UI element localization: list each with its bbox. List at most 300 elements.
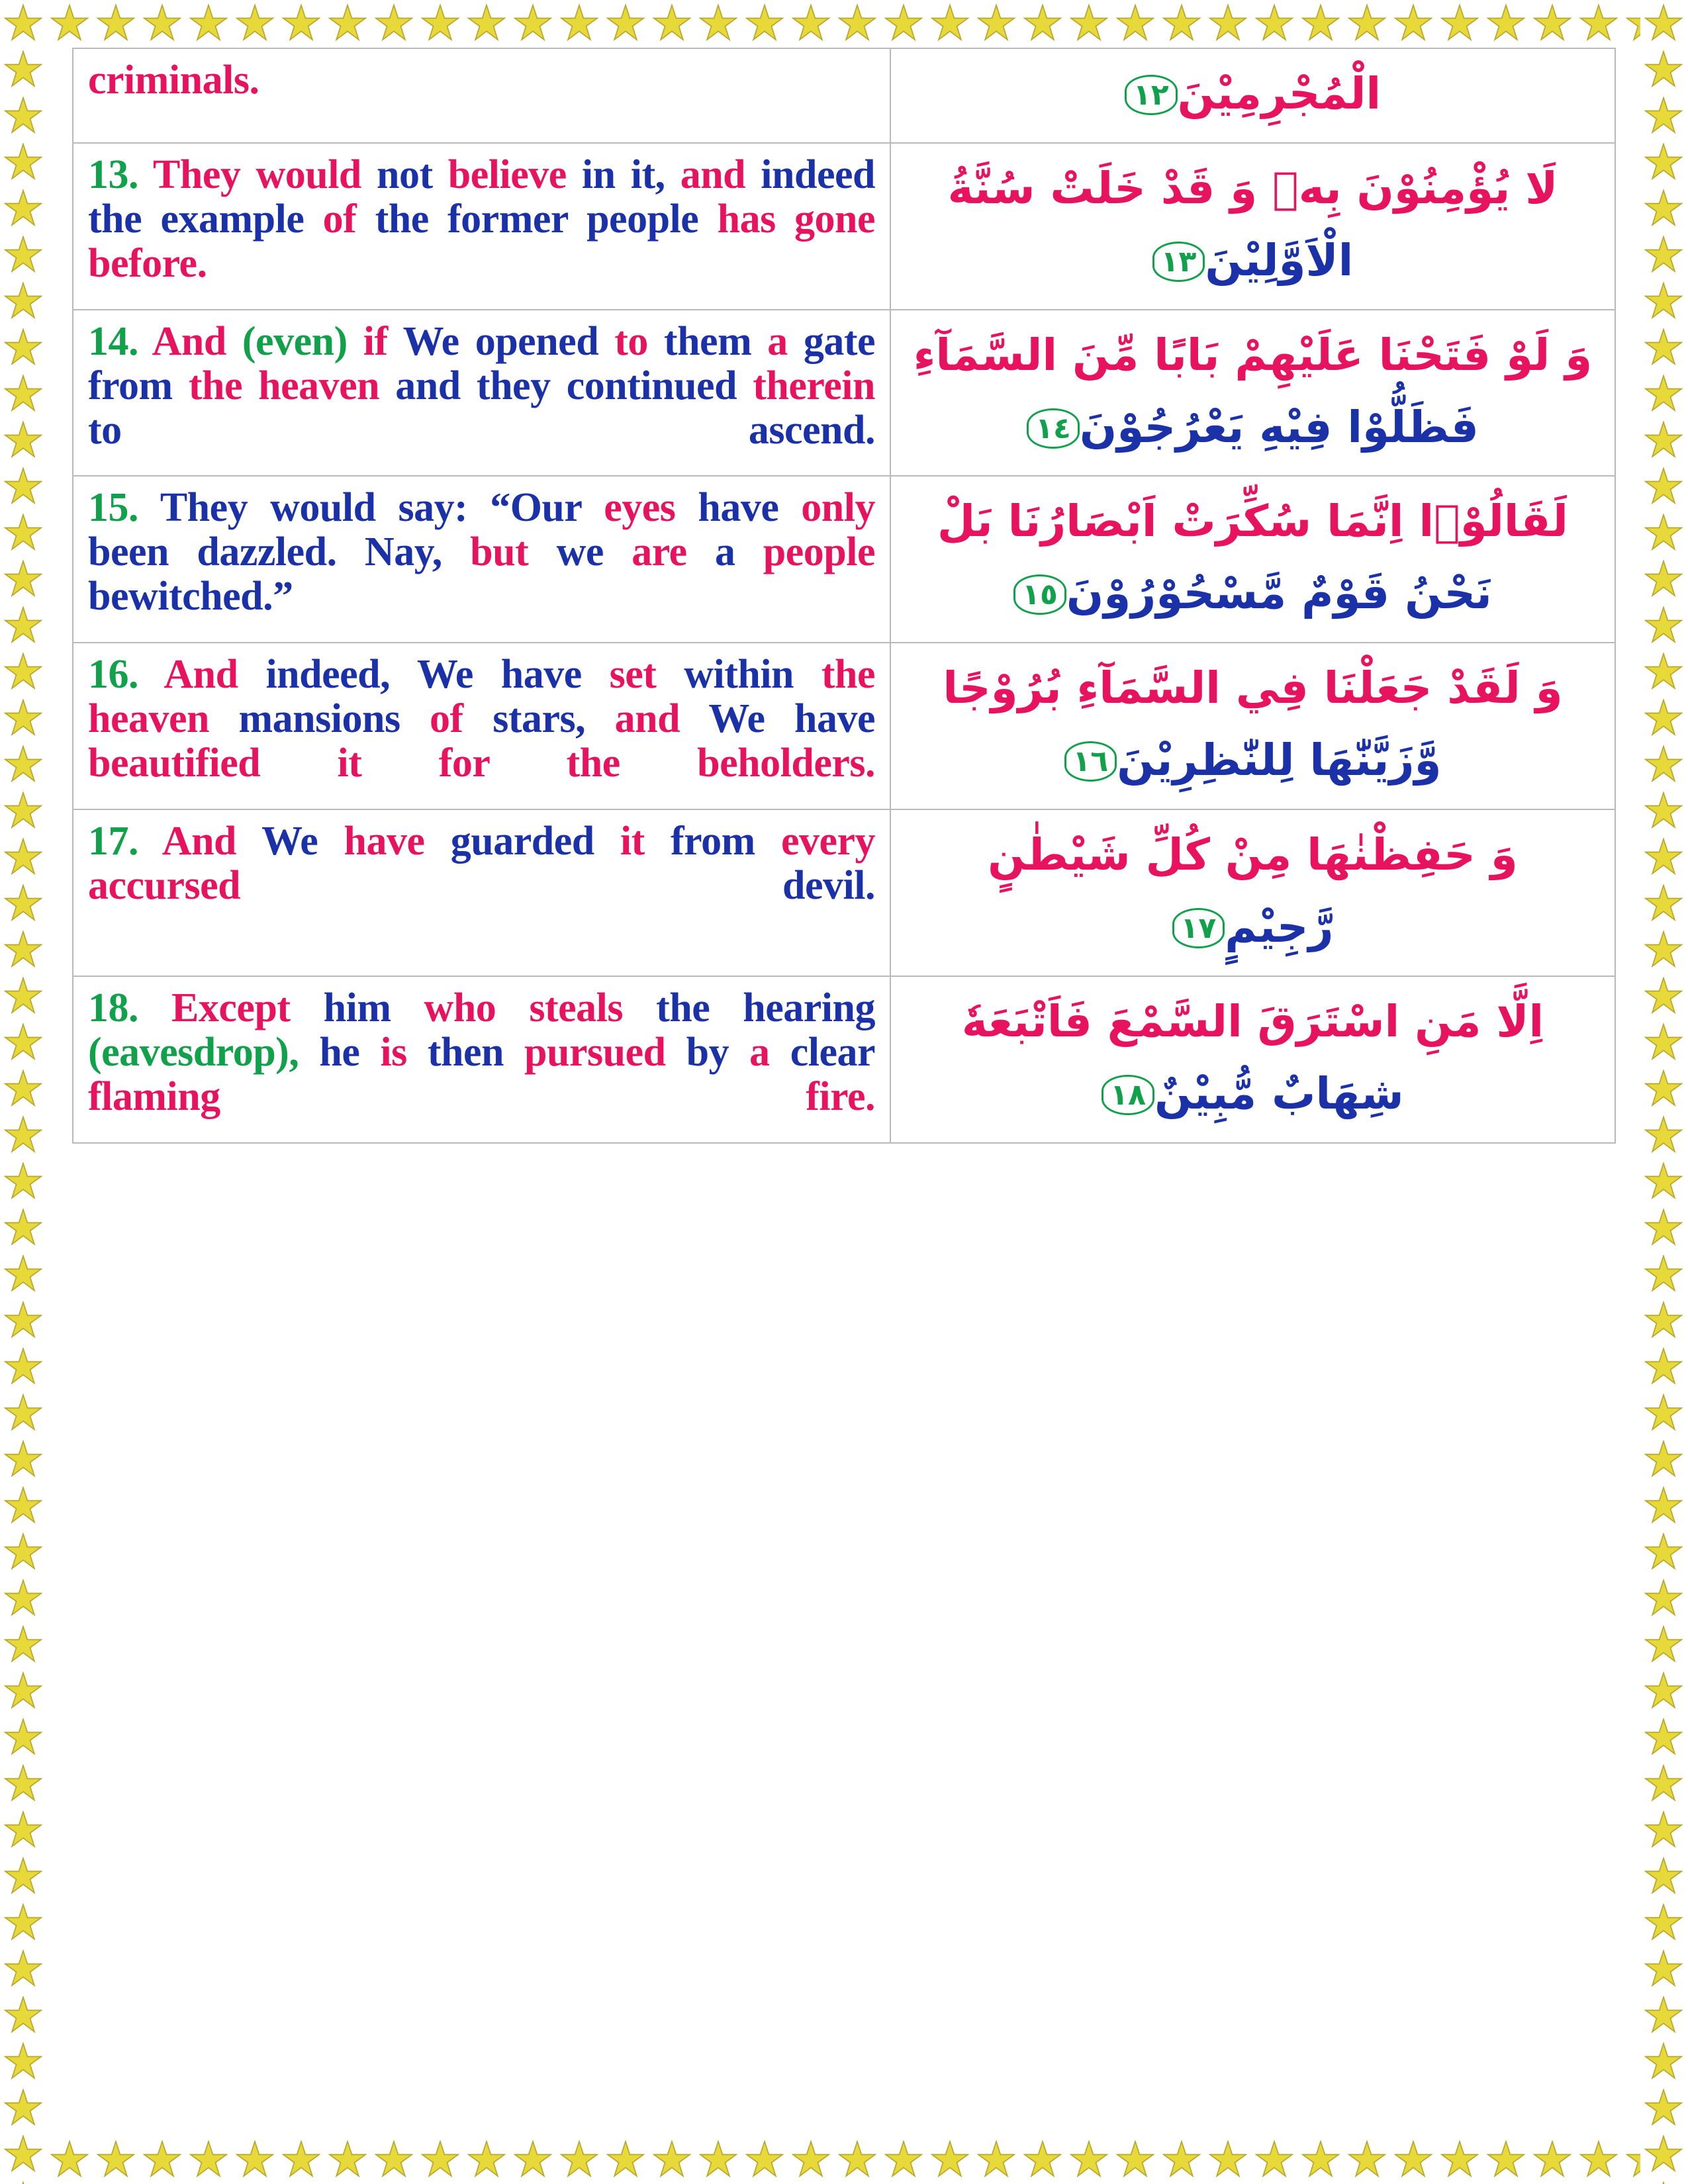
verse-row (73, 643, 1615, 809)
translation-segment: flaming fire. (88, 1073, 875, 1119)
star-icon (375, 4, 413, 42)
star-icon (4, 514, 42, 552)
translation-segment: set (581, 652, 684, 698)
star-icon (1644, 1208, 1683, 1247)
star-icon (4, 745, 42, 784)
translation-segment: and (680, 152, 746, 197)
translation-segment: a (749, 1029, 770, 1075)
star-icon (931, 2140, 969, 2179)
star-icon (792, 2140, 830, 2179)
star-icon (1644, 514, 1683, 552)
star-icon (4, 1950, 42, 1988)
translation-segment: And (138, 318, 242, 364)
arabic-line (906, 486, 1600, 558)
border-stars-left (0, 0, 48, 2184)
star-icon (4, 838, 42, 876)
arabic-line (906, 320, 1600, 392)
star-icon (653, 4, 691, 42)
arabic-text: وَ حَفِظْنٰهَا مِنْ كُلِّ شَيْطٰنٍ (988, 829, 1518, 881)
star-icon (4, 143, 42, 181)
star-icon (1644, 1347, 1683, 1386)
star-icon (1644, 4, 1683, 42)
star-icon (4, 1069, 42, 1108)
translation-segment: has gone before. (88, 196, 875, 286)
star-icon (4, 2042, 42, 2081)
star-icon (1644, 1811, 1683, 1849)
star-icon (1394, 2140, 1432, 2179)
star-icon (4, 1023, 42, 1062)
star-icon (1644, 1440, 1683, 1479)
star-icon (1255, 4, 1293, 42)
translation-segment: believe (432, 152, 582, 197)
arabic-text: وَّزَيَّنّٰهَا لِلنّٰظِرِيْنَ (1117, 735, 1442, 786)
star-icon (4, 2181, 42, 2184)
star-icon (745, 4, 784, 42)
star-icon (328, 4, 367, 42)
star-icon (884, 2140, 923, 2179)
star-icon (50, 4, 89, 42)
ayah-number-marker: ١٧ (1172, 908, 1225, 948)
star-icon (4, 1533, 42, 1571)
star-icon (977, 2140, 1015, 2179)
star-icon (4, 1903, 42, 1942)
star-icon (792, 4, 830, 42)
star-icon (1644, 328, 1683, 367)
translation-segment: it (594, 819, 671, 864)
star-icon (1644, 2042, 1683, 2081)
star-icon (1644, 1394, 1683, 1432)
star-icon (1644, 699, 1683, 737)
translation-segment: are (603, 529, 715, 575)
star-icon (1644, 1023, 1683, 1062)
star-icon (1644, 282, 1683, 320)
star-icon (1209, 2140, 1247, 2179)
arabic-text: الْمُجْرِمِيْنَ (1177, 68, 1382, 119)
star-icon (1644, 977, 1683, 1015)
translation-segment: the heaven (88, 652, 875, 742)
arabic-text: فَظَلُّوْا فِيْهِ يَعْرُجُوْنَ (1079, 401, 1479, 453)
arabic-line (906, 891, 1600, 964)
star-icon (1644, 1255, 1683, 1293)
star-icon (1209, 4, 1247, 42)
translation-segment: stars, (492, 696, 586, 742)
translation-segment: eyes (604, 485, 676, 531)
verse-translation-13 (73, 143, 890, 310)
translation-segment: therein (737, 363, 875, 408)
translation-segment: the former people (375, 196, 699, 242)
verse-arabic-15 (890, 476, 1615, 643)
star-icon (1644, 189, 1683, 228)
star-icon (1644, 792, 1683, 830)
star-icon (606, 4, 645, 42)
translation-segment: by (665, 1029, 750, 1075)
star-icon (1644, 2089, 1683, 2127)
star-icon (4, 97, 42, 135)
verse-row (73, 976, 1615, 1143)
verse-arabic-17 (890, 809, 1615, 976)
star-icon (1348, 4, 1386, 42)
verse-translation-14 (73, 310, 890, 477)
translation-segment: the heaven (188, 363, 380, 408)
verse-number: 14. (88, 318, 138, 364)
arabic-text: شِهَابٌ مُّبِيْنٌ (1154, 1068, 1404, 1119)
star-icon (699, 2140, 737, 2179)
star-icon (1644, 1116, 1683, 1154)
translation-segment: continued (566, 363, 737, 408)
translation-segment: They would say: “Our (138, 485, 604, 531)
star-icon (1348, 2140, 1386, 2179)
star-icon (4, 236, 42, 274)
star-icon (1644, 1162, 1683, 1201)
star-icon (1301, 4, 1340, 42)
star-icon (4, 1811, 42, 1849)
star-icon (1644, 236, 1683, 274)
translation-segment: the example (88, 196, 305, 242)
star-icon (4, 1486, 42, 1525)
translation-segment: to (598, 318, 664, 364)
star-icon (282, 4, 320, 42)
translation-segment: beautified it for the beholders. (88, 741, 875, 786)
star-icon (606, 2140, 645, 2179)
star-icon (1644, 1301, 1683, 1340)
star-icon (1644, 1764, 1683, 1803)
star-icon (1301, 2140, 1340, 2179)
translation-segment: not (377, 152, 433, 197)
verse-number: 18. (88, 985, 138, 1030)
star-icon (4, 1162, 42, 1201)
ayah-number-marker: ١٣ (1152, 242, 1205, 282)
verse-arabic-18 (890, 976, 1615, 1143)
translation-segment: who steals (424, 985, 624, 1030)
star-icon (4, 4, 42, 42)
verse-translation-15 (73, 476, 890, 643)
star-icon (4, 2135, 42, 2173)
star-icon (236, 2140, 274, 2179)
translation-segment: only (801, 485, 876, 531)
star-icon (1644, 606, 1683, 645)
star-icon (1644, 1625, 1683, 1664)
star-icon (143, 4, 181, 42)
star-icon (4, 2089, 42, 2127)
translation-segment: pursued (524, 1029, 666, 1075)
star-icon (1644, 1533, 1683, 1571)
star-icon (977, 4, 1015, 42)
ayah-number-marker: ١٤ (1027, 408, 1080, 449)
star-icon (1487, 2140, 1525, 2179)
arabic-text: اِلَّا مَنِ اسْتَرَقَ السَّمْعَ فَاَتْبَعَهٗ (961, 995, 1544, 1047)
ayah-number-marker: ١٨ (1102, 1075, 1154, 1115)
border-stars-top (0, 0, 1688, 48)
star-icon (4, 1440, 42, 1479)
star-icon (1644, 50, 1683, 89)
star-icon (1644, 143, 1683, 181)
translation-segment: is (380, 1029, 407, 1075)
star-icon (4, 1625, 42, 1664)
star-icon (1644, 560, 1683, 598)
star-icon (1644, 1718, 1683, 1756)
translation-segment: indeed, We have (265, 652, 582, 698)
verse-translation-cont (73, 48, 890, 143)
arabic-text: نَحْنُ قَوْمٌ مَّسْحُوْرُوْنَ (1066, 568, 1492, 619)
star-icon (421, 2140, 459, 2179)
star-icon (4, 421, 42, 459)
translation-segment: a (714, 529, 735, 575)
translation-segment: have (318, 819, 451, 864)
star-icon (467, 2140, 506, 2179)
translation-segment: We have (708, 696, 875, 742)
translation-segment: (even) (242, 318, 348, 364)
star-icon (1644, 97, 1683, 135)
star-icon (1440, 4, 1479, 42)
translation-segment: he (299, 1029, 381, 1075)
translation-segment: him (290, 985, 424, 1030)
translation-segment: but (442, 529, 557, 575)
translation-segment: of (304, 196, 375, 242)
star-icon (4, 1116, 42, 1154)
star-icon (1644, 653, 1683, 691)
star-icon (467, 4, 506, 42)
star-icon (1487, 4, 1525, 42)
verse-row (73, 476, 1615, 643)
arabic-text: لَا يُؤْمِنُوْنَ بِهٖ وَ قَدْ خَلَتْ سُنَّةُ (947, 162, 1558, 214)
star-icon (375, 2140, 413, 2179)
translation-segment: been dazzled. (88, 529, 365, 575)
ayah-number-marker: ١٢ (1125, 75, 1178, 115)
star-icon (1162, 4, 1201, 42)
verse-table-body (73, 48, 1615, 1143)
translation-segment: indeed (745, 152, 875, 197)
star-icon (745, 2140, 784, 2179)
verse-number: 17. (88, 819, 138, 864)
star-icon (1644, 745, 1683, 784)
star-icon (4, 189, 42, 228)
star-icon (50, 2140, 89, 2179)
translation-segment: a (751, 318, 804, 364)
verse-arabic-cont (890, 48, 1615, 143)
arabic-line (906, 653, 1600, 725)
star-icon (838, 4, 876, 42)
star-icon (1394, 4, 1432, 42)
star-icon (1255, 2140, 1293, 2179)
verse-row (73, 310, 1615, 477)
star-icon (1644, 1579, 1683, 1617)
verse-row (73, 809, 1615, 976)
star-icon (1162, 2140, 1201, 2179)
border-stars-bottom (0, 2136, 1688, 2184)
translation-segment: criminals. (88, 58, 259, 103)
star-icon (4, 699, 42, 737)
translation-segment: clear (769, 1029, 875, 1075)
star-icon (1644, 1903, 1683, 1942)
translation-segment: gate (803, 318, 875, 364)
verse-arabic-13 (890, 143, 1615, 310)
star-icon (1023, 4, 1062, 42)
translation-segment: bewitched.” (88, 574, 293, 619)
translation-segment: them (663, 318, 752, 364)
translation-segment: then (406, 1029, 524, 1075)
translation-segment: from (88, 363, 189, 408)
star-icon (4, 884, 42, 923)
verse-number: 13. (88, 152, 138, 197)
star-icon (699, 4, 737, 42)
star-icon (1023, 2140, 1062, 2179)
arabic-line (906, 153, 1600, 225)
arabic-line (906, 1058, 1600, 1130)
verse-number: 15. (88, 485, 138, 531)
translation-segment: (eavesdrop), (88, 1029, 299, 1075)
star-icon (4, 931, 42, 969)
star-icon (1644, 1857, 1683, 1895)
star-icon (1644, 421, 1683, 459)
star-icon (189, 2140, 228, 2179)
content-area (48, 48, 1640, 2136)
translation-segment: And (138, 652, 266, 698)
translation-segment: in (581, 152, 616, 197)
star-icon (4, 282, 42, 320)
star-icon (1644, 2135, 1683, 2173)
star-icon (560, 4, 598, 42)
translation-segment: if (347, 318, 403, 364)
star-icon (1533, 4, 1571, 42)
star-icon (4, 328, 42, 367)
star-icon (4, 1579, 42, 1617)
star-icon (653, 2140, 691, 2179)
verse-row (73, 143, 1615, 310)
star-icon (4, 977, 42, 1015)
star-icon (4, 1255, 42, 1293)
star-icon (4, 606, 42, 645)
star-icon (1579, 2140, 1618, 2179)
star-icon (931, 4, 969, 42)
star-icon (1644, 467, 1683, 506)
star-icon (1070, 4, 1108, 42)
verse-number: 16. (88, 652, 138, 698)
star-icon (4, 1347, 42, 1386)
translation-segment: mansions (238, 696, 400, 742)
translation-segment: we (556, 529, 604, 575)
translation-segment: to ascend. (88, 407, 875, 453)
star-icon (143, 2140, 181, 2179)
star-icon (328, 2140, 367, 2179)
star-icon (1644, 1996, 1683, 2034)
ayah-number-marker: ١٥ (1013, 574, 1066, 615)
star-icon (4, 653, 42, 691)
star-icon (1440, 2140, 1479, 2179)
translation-segment: the hearing (623, 985, 875, 1030)
arabic-line (906, 558, 1600, 630)
translation-segment: Nay, (364, 529, 442, 575)
star-icon (1116, 4, 1154, 42)
border-stars-right (1640, 0, 1688, 2184)
translation-segment: people (735, 529, 876, 575)
star-icon (4, 375, 42, 413)
verse-table (72, 48, 1616, 1144)
arabic-text: لَقَالُوْۤا اِنَّمَا سُكِّرَتْ اَبْصَارُنَا بَلْ (937, 496, 1568, 547)
star-icon (1644, 1069, 1683, 1108)
star-icon (1644, 931, 1683, 969)
ayah-number-marker: ١٦ (1064, 741, 1117, 782)
star-icon (1644, 884, 1683, 923)
translation-segment: and they (379, 363, 567, 408)
arabic-line (906, 58, 1600, 130)
star-icon (884, 4, 923, 42)
star-icon (4, 467, 42, 506)
verse-row (73, 48, 1615, 143)
star-icon (4, 792, 42, 830)
star-icon (1070, 2140, 1108, 2179)
translation-segment: They would (138, 152, 377, 197)
star-icon (4, 1996, 42, 2034)
star-icon (421, 4, 459, 42)
translation-segment: from (671, 819, 755, 864)
translation-segment: and (585, 696, 709, 742)
star-icon (4, 1718, 42, 1756)
translation-segment: Except (138, 985, 291, 1030)
translation-segment: devil. (782, 862, 875, 908)
arabic-line (906, 986, 1600, 1058)
translation-segment: it, (615, 152, 680, 197)
verse-translation-16 (73, 643, 890, 809)
arabic-text: وَ لَوْ فَتَحْنَا عَلَيْهِمْ بَابًا مِّنَ السَّمَآءِ (913, 329, 1593, 381)
star-icon (1579, 4, 1618, 42)
star-icon (4, 1394, 42, 1432)
arabic-text: رَّجِيْمٍ (1225, 901, 1334, 952)
star-icon (560, 2140, 598, 2179)
star-icon (97, 2140, 135, 2179)
verse-arabic-14 (890, 310, 1615, 477)
star-icon (189, 4, 228, 42)
star-icon (1644, 1672, 1683, 1710)
star-icon (4, 1208, 42, 1247)
translation-segment: within (684, 652, 794, 698)
arabic-text: وَ لَقَدْ جَعَلْنَا فِي السَّمَآءِ بُرُوْجًا (943, 662, 1563, 714)
translation-segment: of (400, 696, 493, 742)
star-icon (514, 2140, 552, 2179)
translation-segment: We opened (402, 318, 599, 364)
arabic-line (906, 725, 1600, 797)
translation-segment: every accursed (88, 819, 876, 908)
star-icon (1644, 838, 1683, 876)
arabic-text: الْاَوَّلِيْنَ (1205, 234, 1354, 286)
translation-segment: guarded (450, 819, 594, 864)
star-icon (97, 4, 135, 42)
star-icon (4, 1857, 42, 1895)
star-icon (1116, 2140, 1154, 2179)
translation-segment: have (675, 485, 802, 531)
arabic-line (906, 819, 1600, 891)
verse-arabic-16 (890, 643, 1615, 809)
arabic-line (906, 225, 1600, 297)
translation-segment: We (261, 819, 318, 864)
arabic-line (906, 392, 1600, 464)
star-icon (236, 4, 274, 42)
translation-segment: And (138, 819, 262, 864)
star-icon (1644, 2181, 1683, 2184)
star-icon (1644, 1486, 1683, 1525)
star-icon (4, 1764, 42, 1803)
star-icon (1644, 375, 1683, 413)
star-icon (4, 560, 42, 598)
verse-translation-17 (73, 809, 890, 976)
verse-translation-18 (73, 976, 890, 1143)
star-icon (4, 50, 42, 89)
star-icon (838, 2140, 876, 2179)
star-icon (1644, 1950, 1683, 1988)
star-icon (514, 4, 552, 42)
star-icon (282, 2140, 320, 2179)
star-icon (4, 1672, 42, 1710)
star-icon (1533, 2140, 1571, 2179)
